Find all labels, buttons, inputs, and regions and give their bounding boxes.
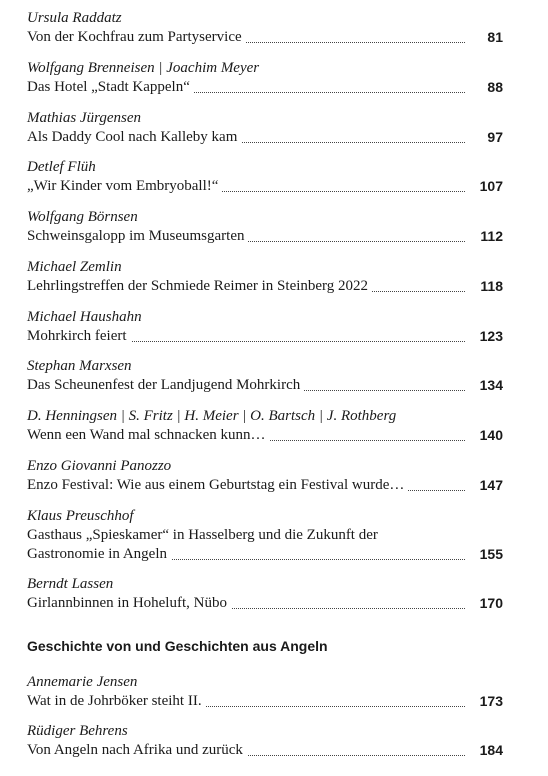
entry-title: Gastronomie in Angeln xyxy=(27,546,171,562)
entry-author: Wolfgang Börnsen xyxy=(27,209,138,225)
page-number: 170 xyxy=(479,595,503,611)
page-number: 140 xyxy=(479,427,503,443)
toc-entry[interactable] xyxy=(27,109,505,147)
entry-author: Klaus Preuschhof xyxy=(27,508,134,524)
entry-title: Das Scheunenfest der Landjugend Mohrkirch xyxy=(27,377,304,393)
entry-author: Michael Haushahn xyxy=(27,309,142,325)
entry-author: Michael Zemlin xyxy=(27,259,122,275)
entry-author: Ursula Raddatz xyxy=(27,10,122,26)
page-number: 173 xyxy=(479,693,503,709)
entry-author: Annemarie Jensen xyxy=(27,674,138,690)
toc-entry[interactable] xyxy=(27,357,505,395)
toc-entry[interactable] xyxy=(27,673,505,711)
entry-title: Lehrlingstreffen der Schmiede Reimer in Steinberg 2022 xyxy=(27,278,372,294)
entry-line xyxy=(27,227,505,246)
entry-line xyxy=(27,327,505,346)
page-number: 155 xyxy=(479,546,503,562)
entry-title: Enzo Festival: Wie aus einem Geburtstag ein Festival wurde… xyxy=(27,477,408,493)
page-number: 107 xyxy=(479,178,503,194)
entry-title: Wenn een Wand mal schnacken kunn… xyxy=(27,427,269,443)
entry-line xyxy=(27,476,505,495)
toc-entry[interactable] xyxy=(27,208,505,246)
entry-title: Schweinsgalopp im Museumsgarten xyxy=(27,228,248,244)
toc-entry[interactable] xyxy=(27,507,505,564)
toc-entry[interactable] xyxy=(27,59,505,97)
table-of-contents xyxy=(27,0,505,776)
toc-entry[interactable] xyxy=(27,308,505,346)
toc-entry[interactable] xyxy=(27,258,505,296)
toc-entry[interactable] xyxy=(27,722,505,760)
entry-title: Als Daddy Cool nach Kalleby kam xyxy=(27,129,241,145)
page-number: 134 xyxy=(479,377,503,393)
page-number: 118 xyxy=(480,278,503,294)
entry-line xyxy=(27,741,505,760)
entry-line xyxy=(27,426,505,445)
entry-line xyxy=(27,78,505,97)
section-heading: Geschichte von und Geschichten aus Angeln xyxy=(27,638,328,654)
entry-line xyxy=(27,128,505,147)
page-number: 97 xyxy=(487,129,503,145)
toc-entry[interactable] xyxy=(27,575,505,613)
entry-author: Enzo Giovanni Panozzo xyxy=(27,458,172,474)
page-number: 88 xyxy=(487,79,503,95)
entry-author: D. Henningsen | S. Fritz | H. Meier | O. Bartsch | J. Rothberg xyxy=(27,408,397,424)
entry-title: Das Hotel „Stadt Kappeln“ xyxy=(27,79,194,95)
page-number: 147 xyxy=(479,477,503,493)
page-number: 184 xyxy=(479,742,503,758)
entry-author: Mathias Jürgensen xyxy=(27,110,142,126)
entry-line xyxy=(27,692,505,711)
toc-entry[interactable] xyxy=(27,407,505,445)
entry-author: Wolfgang Brenneisen | Joachim Meyer xyxy=(27,60,260,76)
entry-author: Detlef Flüh xyxy=(27,159,96,175)
entry-line xyxy=(27,545,505,564)
entry-author: Berndt Lassen xyxy=(27,576,114,592)
page-number: 112 xyxy=(480,228,503,244)
entry-line xyxy=(27,376,505,395)
entry-title: Girlannbinnen in Hoheluft, Nübo xyxy=(27,595,231,611)
toc-entry[interactable] xyxy=(27,457,505,495)
entry-line xyxy=(27,28,505,47)
entry-title: Mohrkirch feiert xyxy=(27,328,131,344)
entry-title: Wat in de Johrböker steiht II. xyxy=(27,693,206,709)
entry-title: Von Angeln nach Afrika und zurück xyxy=(27,742,247,758)
toc-entry[interactable] xyxy=(27,9,505,47)
entry-author: Stephan Marxsen xyxy=(27,358,132,374)
entry-line xyxy=(27,177,505,196)
page-number: 81 xyxy=(487,29,503,45)
entry-author: Rüdiger Behrens xyxy=(27,723,128,739)
entry-line xyxy=(27,594,505,613)
entry-title: Von der Kochfrau zum Partyservice xyxy=(27,29,246,45)
page-number: 123 xyxy=(479,328,503,344)
entry-title-first-line: Gasthaus „Spieskamer“ in Hasselberg und die Zukunft der xyxy=(27,527,378,543)
entry-title: „Wir Kinder vom Embryoball!“ xyxy=(27,178,222,194)
toc-entry[interactable] xyxy=(27,158,505,196)
entry-line xyxy=(27,277,505,296)
